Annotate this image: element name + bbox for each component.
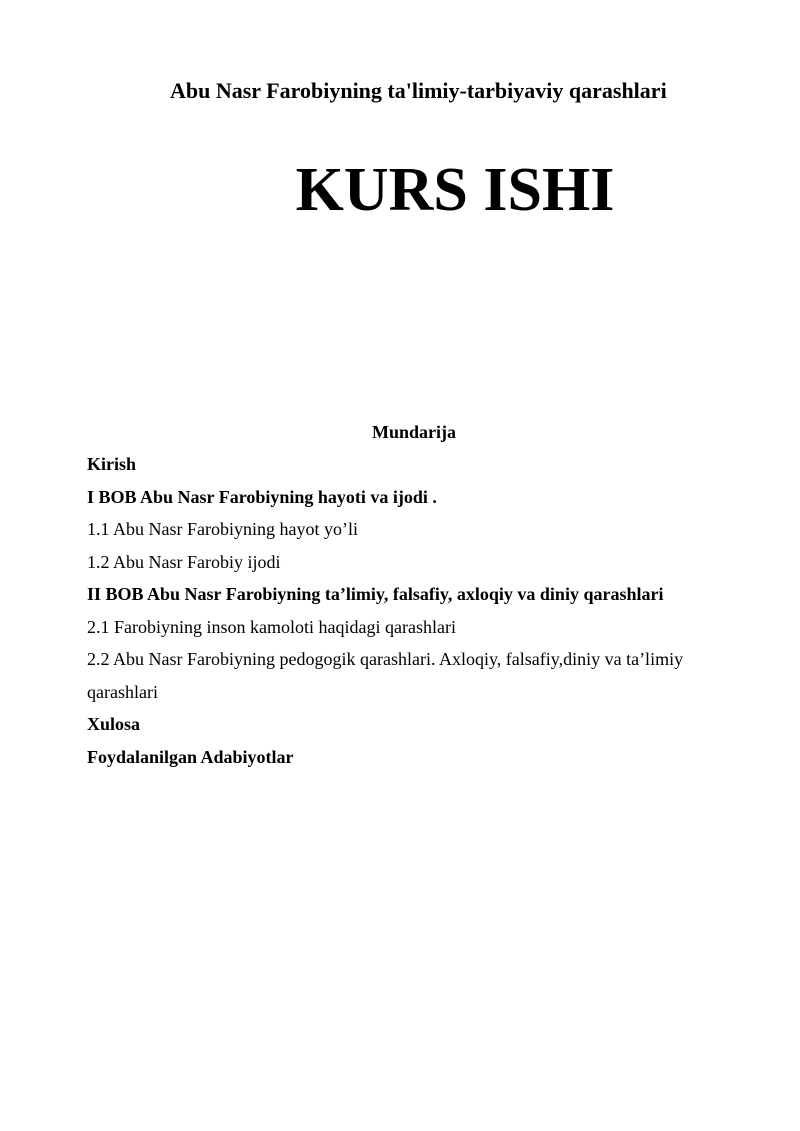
document-subtitle: Abu Nasr Farobiyning ta'limiy-tarbiyaviy qarashlari <box>170 78 667 103</box>
toc-item-kirish: Kirish <box>87 454 137 474</box>
toc-item-chapter-1: I BOB Abu Nasr Farobiyning hayoti va ijodi . <box>87 486 437 507</box>
toc-list <box>87 448 727 773</box>
table-of-contents <box>87 416 727 773</box>
toc-item-2-2: 2.2 Abu Nasr Farobiyning pedogogik qarashlari. Axloqiy, falsafiy,diniy va ta’limiy qarashlari <box>87 649 684 702</box>
toc-item-chapter-2: II BOB Abu Nasr Farobiyning ta’limiy, falsafiy, axloqiy va diniy qarashlari <box>87 584 664 604</box>
toc-item-xulosa: Xulosa <box>87 714 141 734</box>
toc-item-1-2: 1.2 Abu Nasr Farobiy ijodi <box>87 551 281 572</box>
toc-item-2-1: 2.1 Farobiyning inson kamoloti haqidagi qarashlari <box>87 616 456 637</box>
toc-item-1-1: 1.1 Abu Nasr Farobiyning hayot yo’li <box>87 519 358 539</box>
toc-heading: Mundarija <box>371 422 456 442</box>
toc-item-adabiyotlar: Foydalanilgan Adabiyotlar <box>87 746 294 767</box>
document-title: KURS ISHI <box>295 156 615 224</box>
